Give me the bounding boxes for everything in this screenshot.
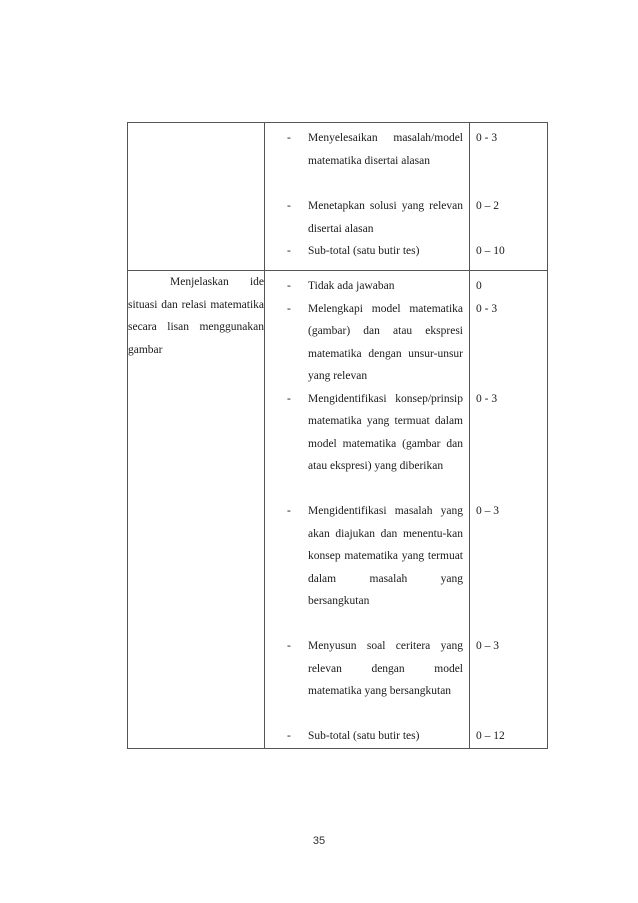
criterion-text: Tidak ada jawaban [308, 280, 395, 292]
dash-marker: - [287, 280, 291, 292]
subtotal-text: Sub-total (satu butir tes) [308, 245, 420, 257]
criterion-item [265, 195, 463, 240]
criterion-text: Menyusun soal ceritera yang relevan dengan model matematika yang bersangkutan [308, 640, 463, 697]
criterion-item [265, 388, 463, 501]
criterion-item [265, 725, 463, 748]
score-value: 0 - 3 [476, 302, 498, 315]
aspect-cell [128, 123, 265, 271]
score-value: 0 – 3 [476, 505, 499, 517]
table-row [128, 123, 548, 271]
score-value: 0 - 3 [476, 392, 498, 405]
criterion-text: Mengidentifikasi konsep/prinsip matematika yang termuat dalam model matematika (gambar dan atau ekspresi) yang diberikan [308, 392, 463, 472]
criterion-item [265, 240, 463, 263]
table-row [128, 271, 548, 749]
score-cell [470, 123, 548, 271]
criterion-item [265, 127, 463, 195]
criterion-item [265, 298, 463, 388]
score-cell [470, 271, 548, 749]
criterion-text: Melengkapi model matematika (gambar) dan atau ekspresi matematika dengan unsur-unsur yang relevan [308, 302, 463, 382]
score-value: 0 – 3 [476, 640, 499, 652]
criterion-text: Menyelesaikan masalah/model matematika disertai alasan [308, 132, 463, 167]
criterion-item [265, 275, 463, 298]
dash-marker: - [287, 245, 291, 257]
aspect-cell [128, 271, 265, 749]
score-value: 0 – 2 [476, 200, 499, 212]
criterion-text: Mengidentifikasi masalah yang akan diajukan dan menentu-kan konsep matematika yang termuat dalam masalah yang bersangkutan [308, 505, 463, 607]
criteria-cell [265, 123, 470, 271]
rubric-table [127, 122, 548, 749]
page-number: 35 [312, 835, 326, 847]
dash-marker: - [287, 505, 291, 517]
criterion-text: Menetapkan solusi yang relevan disertai alasan [308, 200, 463, 235]
score-value: 0 – 10 [476, 245, 505, 257]
dash-marker: - [287, 392, 291, 405]
dash-marker: - [287, 640, 291, 652]
criteria-cell [265, 271, 470, 749]
dash-marker: - [287, 730, 291, 742]
score-value: 0 - 3 [476, 132, 498, 144]
score-value: 0 [476, 280, 482, 292]
criterion-item [265, 635, 463, 725]
dash-marker: - [287, 200, 291, 212]
aspect-text: Menjelaskan ide situasi dan relasi matematika secara lisan menggunakan gambar [128, 276, 264, 356]
dash-marker: - [287, 132, 291, 144]
criterion-item [265, 500, 463, 635]
dash-marker: - [287, 302, 291, 315]
subtotal-text: Sub-total (satu butir tes) [308, 730, 420, 742]
score-value: 0 – 12 [476, 730, 505, 742]
